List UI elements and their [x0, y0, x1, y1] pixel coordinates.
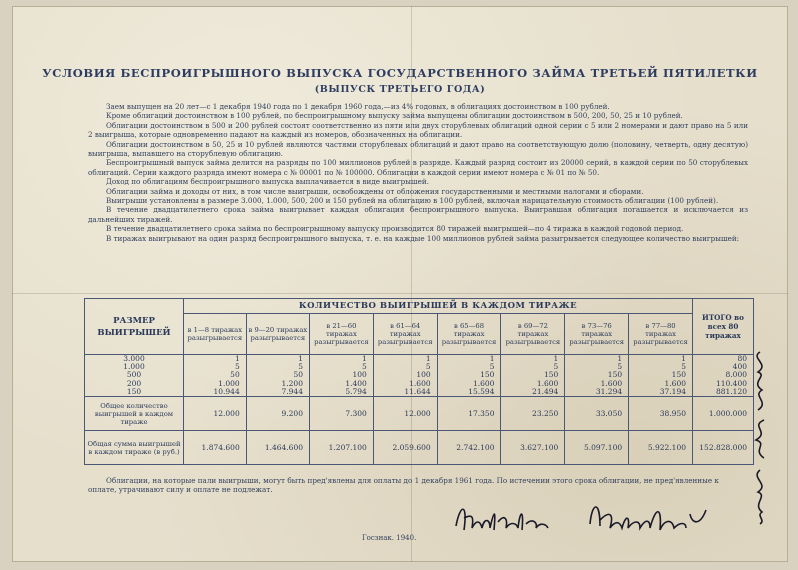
paragraph: Облигации достоинством в 500 и 200 рублей состоят соответственно из пяти или двух сторублевых облигаций одной серии с 5 или 2 номерами и дают право на 5 или 2 выигрыша, которые одновременно падают на каждый из номеров, обозначенных на облигации. [88, 120, 748, 140]
page-subtitle: (ВЫПУСК ТРЕТЬЕГО ГОДА) [314, 84, 486, 95]
paragraph: Выигрыши установлены в размере 3.000, 1.000, 500, 200 и 150 рублей на облигацию в 100 рублей, включая нарицательную стоимость облигации (100 рублей). [106, 196, 719, 206]
column-header: в 21—60 тиражах разыгрывается [309, 314, 373, 355]
denominations-cell: 3.000 1.000 500 200 150 [85, 355, 184, 397]
table-row [85, 355, 754, 397]
group-header: КОЛИЧЕСТВО ВЫИГРЫШЕЙ В КАЖДОМ ТИРАЖЕ [184, 299, 693, 314]
paragraph: В течение двадцатилетнего срока займа по беспроигрышному выпуску производится 80 тиражей выигрышей—по 4 тиража в каждой годовой период. [106, 224, 684, 234]
prize-table [84, 298, 754, 465]
paragraph: Беспроигрышный выпуск займа делится на разряды по 100 миллионов рублей в разряде. Каждый разряд состоит из 20000 серий, в каждой серии по 50 сторублевых облигаций. Серии каждого разряда имеют номера с № 00001 по № 100000. Облигации в каждой серии имеют номера с № 01 по № 50. [88, 158, 748, 177]
column-header: в 69—72 тиражах разыгрывается [501, 314, 565, 355]
paragraph: Облигации займа и доходы от них, в том числе выигрыши, освобождены от обложения государственными и местными налогами и сборами. [106, 186, 644, 196]
paragraph: В течение двадцатилетнего срока займа выигрывает каждая облигация беспроигрышного выпуска. Выигравшая облигация погашается и исключается из дальнейших тиражей. [88, 205, 748, 224]
column-header: в 61—64 тиражах разыгрывается [373, 314, 437, 355]
values-cell: 1 5 100 1.600 11.644 [373, 355, 437, 397]
sum-row-label: Общая сумма выигрышей в каждом тираже (в руб.) [85, 431, 184, 465]
values-cell: 1 5 150 1.600 37.194 [629, 355, 693, 397]
bond-sheet [12, 6, 788, 562]
page-title: УСЛОВИЯ БЕСПРОИГРЫШНОГО ВЫПУСКА ГОСУДАРСТВЕННОГО ЗАЙМА ТРЕТЬЕЙ ПЯТИЛЕТКИ [42, 66, 758, 80]
total-header: ИТОГО во всех 80 тиражах [693, 299, 754, 355]
table-row: Общее количество выигрышей в каждом тираже 12.000 9.200 7.300 12.000 17.350 23.250 33.050 38.950 1.000.000 [85, 397, 754, 431]
paragraph: В тиражах выигрывают на один разряд беспроигрышного выпуска, т. е. на каждые 100 миллионов рублей займа разыгрывается следующее количество выигрышей: [106, 233, 740, 243]
fold-line-horizontal [12, 293, 788, 294]
handwritten-note [740, 346, 782, 526]
column-header: в 73—76 тиражах разыгрывается [565, 314, 629, 355]
column-header: в 77—80 тиражах разыгрывается [629, 314, 693, 355]
column-header: в 9—20 тиражах разыгрывается [246, 314, 309, 355]
column-header: в 65—68 тиражах разыгрывается [437, 314, 501, 355]
footer-note: Облигации, на которые пали выигрыши, могут быть пред'явлены для оплаты до 1 декабря 1961 года. По истечении этого срока облигации, не пред'явленные к оплате, утрачивают силу и оплате не подлежат. [88, 476, 719, 495]
values-cell: 1 5 100 1.400 5.794 [309, 355, 373, 397]
count-row-label: Общее количество выигрышей в каждом тираже [85, 397, 184, 431]
paragraph: Облигации достоинством в 50, 25 и 10 рублей являются частями сторублевых облигаций и дают право на соответствующую долю (половину, четверть, одну десятую) выигрыша, выпавшего на сторублевую облигацию. [88, 139, 748, 159]
signature [450, 496, 716, 544]
values-cell: 1 5 150 1.600 15.594 [437, 355, 501, 397]
values-cell: 1 5 150 1.600 31.294 [565, 355, 629, 397]
terms-text [88, 102, 748, 243]
values-cell: 1 5 150 1.600 21.494 [501, 355, 565, 397]
paragraph: Кроме облигаций достоинством в 100 рублей, по беспроигрышному выпуску займа выпущены облигации достоинством в 500, 200, 50, 25 и 10 рублей. [106, 111, 683, 121]
size-header: РАЗМЕР ВЫИГРЫШЕЙ [85, 299, 184, 355]
printer-imprint: Госзнак. 1940. [362, 534, 417, 542]
values-cell: 1 5 50 1.000 10.944 [184, 355, 247, 397]
paragraph: Доход по облигациям беспроигрышного выпуска выплачивается в виде выигрышей. [106, 177, 429, 187]
table-row: Общая сумма выигрышей в каждом тираже (в руб.) 1.874.600 1.464.600 1.207.100 2.059.600 2.742.100 3.627.100 5.097.100 5.922.100 152.828.000 [85, 431, 754, 465]
column-header: в 1—8 тиражах разыгрывается [184, 314, 247, 355]
paragraph: Заем выпущен на 20 лет—с 1 декабря 1940 года по 1 декабря 1960 года,—из 4% годовых, в облигациях достоинством в 100 рублей. [106, 102, 610, 111]
totals-cell: 80 400 8.000 110.400 881.120 [693, 355, 754, 397]
values-cell: 1 5 50 1.200 7.944 [246, 355, 309, 397]
